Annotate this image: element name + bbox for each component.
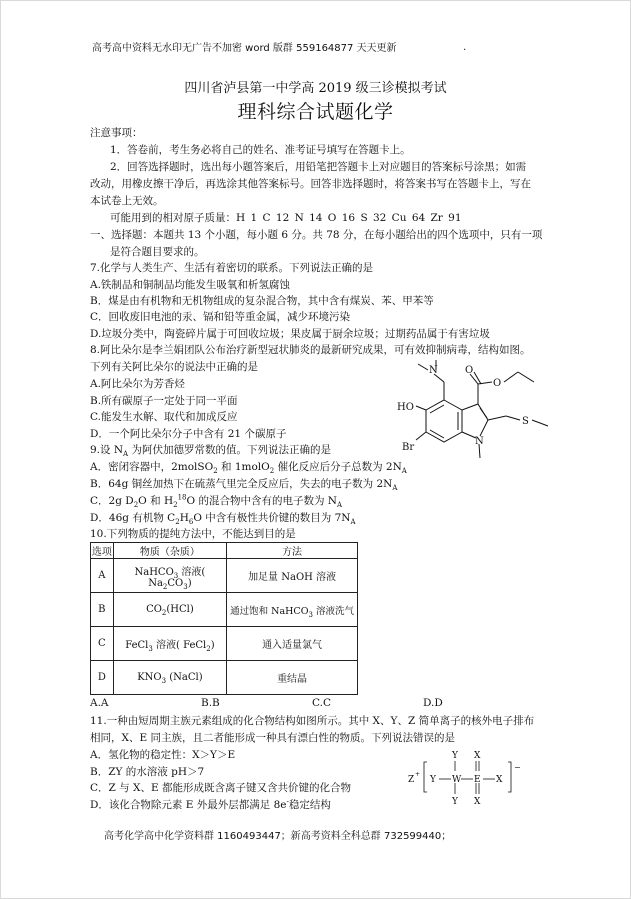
q8-option-c: C.能发生水解、取代和加成反应	[90, 411, 238, 423]
e-atom: E	[474, 775, 481, 785]
n-atom-indole: N	[475, 436, 484, 447]
q11-stem-line2: 相同，X、E 同主族，且二者能形成一种具有漂白性的物质。下列说法错误的是	[90, 732, 455, 744]
q10-answer-a: A.A	[90, 697, 109, 709]
q9-option-d: D．46g 有机物 $C_2H_6O$ 中含有极性共价键的数目为 $7N_A$	[90, 512, 356, 527]
q7-stem: 7.化学与人类生产、生活有着密切的联系。下列说法正确的是	[90, 262, 374, 274]
row-option: C	[91, 627, 114, 661]
y-atom-bottom: Y	[452, 797, 458, 807]
notes-heading: 注意事项：	[90, 127, 143, 139]
q8-option-a: A.阿比朵尔为芳香烃	[90, 378, 185, 390]
q9-stem: 9.设 $N_A$ 为阿伏加德罗常数的值。下列说法正确的是	[90, 444, 331, 459]
q7-option-b: B．煤是由有机物和无机物组成的复杂混合物，其中含有煤炭、苯、甲苯等	[90, 295, 434, 307]
row-option: A	[91, 559, 114, 593]
table-row	[91, 559, 358, 593]
row-method: 加足量 NaOH 溶液	[227, 559, 358, 593]
o-atom-carbonyl: O	[465, 365, 474, 376]
x-atom-right: X	[496, 775, 503, 785]
q8-stem-line2: 下列有关阿比朵尔的说法中正确的是	[90, 361, 258, 373]
row-substance: FeCl$_3$ 溶液( FeCl$_2$)	[113, 627, 226, 661]
header-dot: .	[463, 41, 467, 53]
row-substance: $KNO_3$ (NaCl)	[113, 661, 226, 695]
section-1-line1: 一、选择题：本题共 13 个小题，每小题 6 分。共 78 分，在每小题给出的四个选项中，只有一项	[90, 229, 543, 241]
q7-option-a: A.铁制品和铜制品均能发生吸氧和析氢腐蚀	[90, 279, 290, 291]
o-atom-ester: O	[493, 378, 502, 389]
y-atom-top: Y	[452, 751, 458, 761]
q10-stem: 10.下列物质的提纯方法中，不能达到目的是	[90, 528, 296, 540]
q9-option-a: A．密闭容器中，2molSO$_2$ 和 1molO$_2$ 催化反应后分子总数为 $2N_A$	[90, 461, 407, 476]
arbidol-structure-figure	[392, 360, 572, 475]
row-substance: $CO_2(HCl)$	[113, 593, 226, 627]
x-atom-top: X	[474, 751, 481, 761]
header-watermark: 高考高中资料无水印无广告不加密 word 版群 559164877 天天更新	[92, 43, 397, 54]
n-atom-amine: N	[429, 365, 438, 376]
row-substance: NaHCO$_3$ 溶液( $Na_2CO_3$)	[113, 559, 226, 593]
q8-option-d: D．一个阿比朵尔分子中含有 21 个碳原子	[90, 428, 287, 440]
section-1-line2: 是符合题目要求的。	[110, 246, 205, 258]
q11-stem-line1: 11.一种由短周期主族元素组成的化合物结构如图所示。其中 X、Y、Z 简单离子的核外电子排布	[90, 715, 535, 727]
subject-title: 理科综合试题化学	[237, 101, 394, 123]
note-2-line2: 改动，用橡皮擦干净后，再选涂其他答案标号。回答非选择题时，将答案书写在答题卡上，写在	[90, 178, 531, 190]
q8-option-b: B.所有碳原子一定处于同一平面	[90, 395, 238, 407]
q10-answer-d: D.D	[423, 697, 443, 709]
q10-answer-b: B.B	[201, 697, 220, 709]
q9-option-b: B．64g 铜丝加热下在硫蒸气里完全反应后，失去的电子数为 $2N_A$	[90, 478, 398, 493]
row-method: 重结晶	[227, 661, 358, 695]
table-row	[91, 627, 358, 661]
footer-text: 高考化学高中化学资料群 1160493447；新高考资料全科总群 732599440；	[104, 831, 452, 842]
z-charge: +	[415, 771, 421, 778]
table-header-row	[91, 543, 358, 559]
s-atom: S	[522, 416, 529, 427]
ho-group: HO	[397, 402, 414, 413]
w-atom: W	[452, 775, 462, 785]
q7-option-d: D.垃圾分类中，陶瓷碎片属于可回收垃圾；果皮属于厨余垃圾；过期药品属于有害垃圾	[90, 328, 490, 340]
school-title: 四川省泸县第一中学高 2019 级三诊模拟考试	[184, 81, 447, 96]
atomic-masses: 可能用到的相对原子质量：H 1 C 12 N 14 O 16 S 32 Cu 64 Zr 91	[110, 212, 462, 224]
q11-option-a: A．氢化物的稳定性：X＞Y＞E	[90, 749, 236, 761]
table-row	[91, 593, 358, 627]
q7-option-c: C．回收废旧电池的汞、镉和铅等重金属，减少环境污染	[90, 311, 351, 323]
table-row	[91, 661, 358, 695]
note-2-line1: 2．回答选择题时，选出每小题答案后，用铅笔把答题卡上对应题目的答案标号涂黑；如需	[110, 161, 527, 173]
q11-compound-structure	[408, 748, 532, 808]
header-method: 方法	[227, 543, 358, 559]
y-atom-left: Y	[430, 775, 436, 785]
anion-charge: −	[514, 763, 521, 772]
q8-stem-line1: 8.阿比朵尔是李兰娟团队公布治疗新型冠状肺炎的最新研究成果，可有效抑制病毒，结构如图。	[90, 344, 531, 356]
q11-option-b: B．ZY 的水溶液 pH＞7	[90, 766, 205, 778]
note-2-line3: 本试卷上无效。	[90, 195, 164, 207]
purification-table	[90, 542, 358, 695]
q11-option-d: D．该化合物除元素 E 外最外层都满足 8e-稳定结构	[90, 797, 331, 811]
row-option: D	[91, 661, 114, 695]
row-option: B	[91, 593, 114, 627]
z-atom: Z	[408, 775, 415, 785]
q10-answer-c: C.C	[312, 697, 332, 709]
header-option: 选项	[91, 543, 114, 559]
row-method: 通过饱和 NaHCO$_3$ 溶液洗气	[227, 593, 358, 627]
q9-option-c: C．2g $D_2O$ 和 $H_2^{18}O$ 的混合物中含有的电子数为 $N_A$	[90, 493, 343, 510]
q11-option-c: C．Z 与 X、E 都能形成既含离子键又含共价键的化合物	[90, 782, 351, 794]
header-substance: 物质（杂质）	[113, 543, 226, 559]
row-method: 通入适量氯气	[227, 627, 358, 661]
br-atom: Br	[402, 442, 415, 453]
x-atom-bottom: X	[474, 797, 481, 807]
note-1: 1．答卷前，考生务必将自己的姓名、准考证号填写在答题卡上。	[110, 144, 411, 156]
